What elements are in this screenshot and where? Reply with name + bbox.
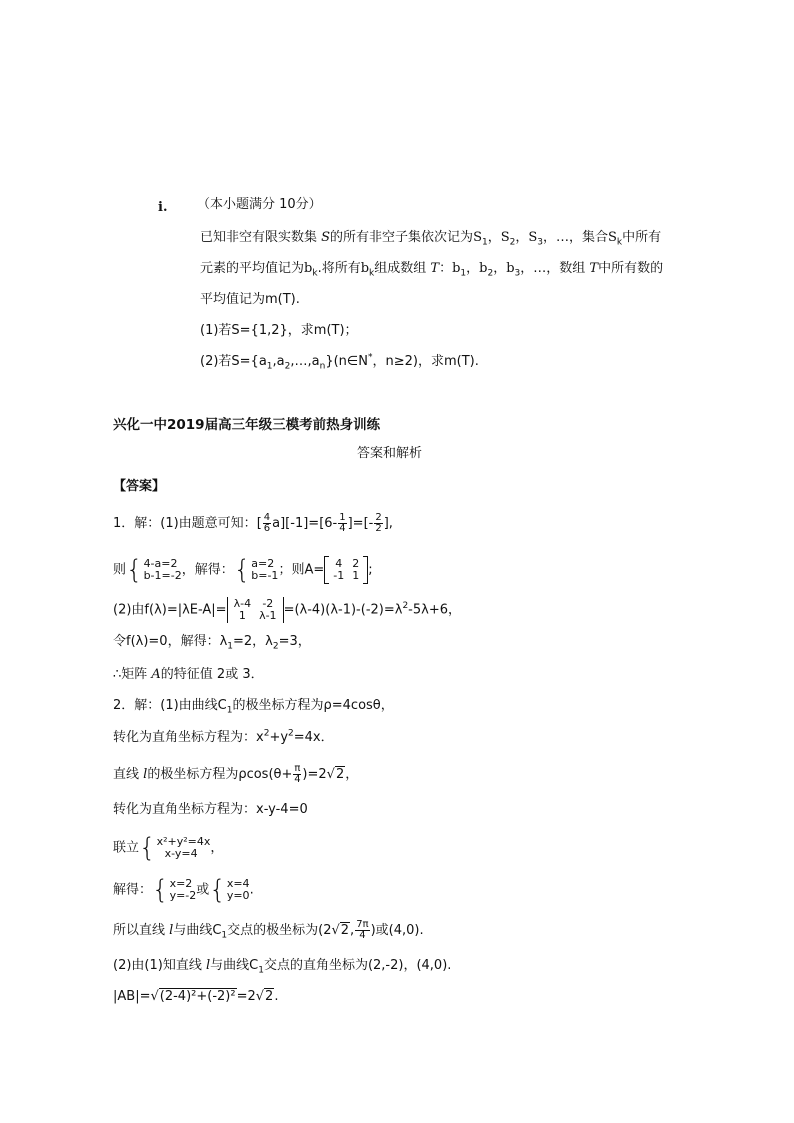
solution-line-5: ∴矩阵 A的特征值 2或 3． xyxy=(113,667,264,682)
solution-line-10: 联立 { x²+y²=4x x-y=4 ， xyxy=(113,833,224,863)
problem-score-note: （本小题满分 10分） xyxy=(197,197,322,212)
problem-question-1: (1)若S={1,2}，求m(T)； xyxy=(200,323,358,338)
solution-line-11: 解得： { x=2 y=-2 或 { x=4 y=0 . xyxy=(113,875,254,905)
problem-line-2: 元素的平均值记为$b_k$.将所有$b_k$组成数组 T：$b_1$，$b_2$，$b_3$，…，数组 T中所有数的 xyxy=(200,261,664,279)
solution-line-14: |AB|=√(2-4)²+(-2)²=2√2. xyxy=(113,989,279,1004)
solution-system: { x=2 y=-2 xyxy=(152,875,197,905)
solution-line-8: 直线 l的极坐标方程为ρcos(θ+ $\frac{\pi}{4}$ )=2√2， xyxy=(113,763,359,785)
solution-system: { x=4 y=0 xyxy=(209,875,250,905)
solution-line-9: 转化为直角坐标方程为：x-y-4=0 xyxy=(113,802,308,817)
solution-line-6: 2．解：(1)由曲线$C_1$的极坐标方程为ρ=4cosθ， xyxy=(113,698,394,716)
equation-system: { a=2 b=-1 xyxy=(233,555,279,585)
matrix-a: 4 2 -1 1 xyxy=(324,556,368,584)
solution-line-13: (2)由(1)知直线 l与曲线$C_1$交点的直角坐标为(2,-2)，(4,0). xyxy=(113,958,452,976)
solution-line-7: 转化为直角坐标方程为：$x^2+y^2=4x$． xyxy=(113,728,334,745)
fraction: $\frac{7\pi}{4}$ xyxy=(356,919,369,941)
solution-line-2: 则 { 4-a=2 b-1=-2 ，解得： { a=2 b=-1 ；则A= 4 2 -1 1 ; xyxy=(113,555,373,585)
solution-line-1: 1．解：(1)由题意可知：[ $\frac{4}{6}$ a][-1]=[6- $\frac{1}{4}$ ]=[- $\frac{2}{2}$ ], xyxy=(113,512,393,534)
equation-system: { x²+y²=4x x-y=4 xyxy=(139,833,211,863)
problem-line-3: 平均值记为m(T). xyxy=(200,292,300,307)
fraction: $\frac{1}{4}$ xyxy=(339,512,346,534)
solution-line-3: (2)由f(λ)=|λE-A|= λ-4 -2 1 λ-1 $=(\lambda-4)(\lambda-1)-(-2)=\lambda^2-5\lambda+6$， xyxy=(113,597,461,622)
equation-system: { 4-a=2 b-1=-2 xyxy=(126,555,182,585)
problem-line-1: 已知非空有限实数集 S的所有非空子集依次记为$S_1$，$S_2$，$S_3$，…，集合$S_k$中所有 xyxy=(200,230,662,248)
section-title: 兴化一中2019届高三年级三模考前热身训练 xyxy=(113,417,381,433)
problem-question-2: (2)若$S=\{a_1,a_2,\dots,a_n\}(n\in N^*$，n≥2)，求m(T). xyxy=(200,352,479,372)
fraction: $\frac{2}{2}$ xyxy=(375,512,382,534)
answer-heading: 答案和解析 xyxy=(357,446,423,461)
determinant: λ-4 -2 1 λ-1 xyxy=(227,597,284,623)
solution-line-12: 所以直线 l与曲线$C_1$交点的极坐标为(2√2, $\frac{7\pi}{4}$ )或(4,0). xyxy=(113,919,424,941)
problem-number: i. xyxy=(158,200,168,215)
answer-tag: 【答案】 xyxy=(113,479,166,494)
fraction: $\frac{\pi}{4}$ xyxy=(294,763,301,785)
fraction: $\frac{4}{6}$ xyxy=(263,512,271,534)
solution-line-4: 令f(λ)=0，解得：$\lambda_1=2$，$\lambda_2=3$， xyxy=(113,634,311,652)
